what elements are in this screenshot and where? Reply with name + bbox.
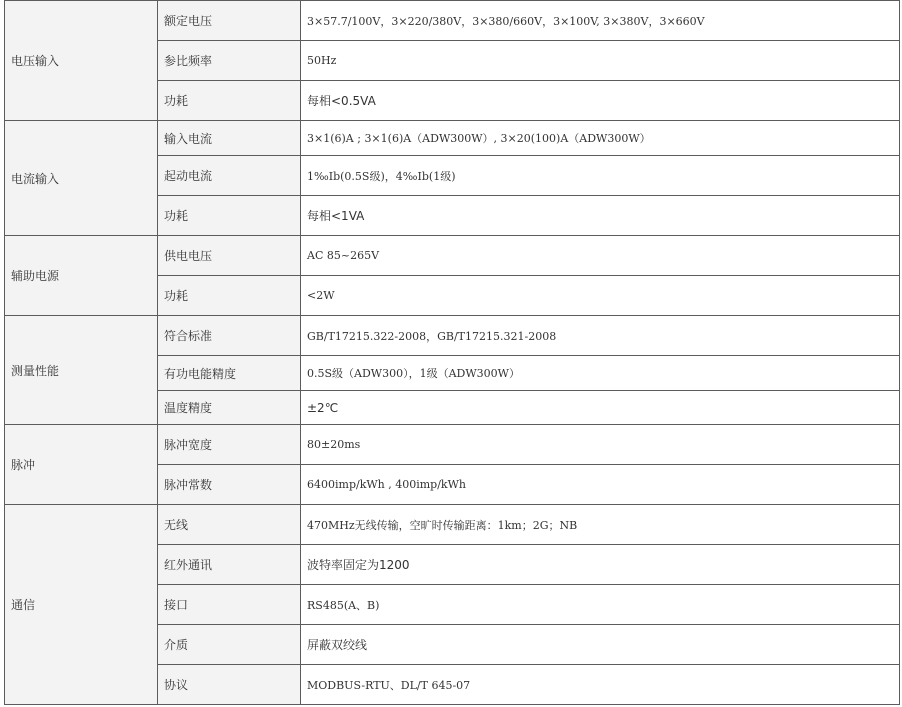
table-row — [5, 1, 900, 41]
param-cell: 脉冲宽度 — [158, 425, 301, 465]
value-cell: AC 85~265V — [301, 236, 900, 276]
value-cell: 470MHz无线传输，空旷时传输距离：1km；2G；NB — [301, 505, 900, 545]
param-cell: 功耗 — [158, 81, 301, 121]
value-cell: 50Hz — [301, 41, 900, 81]
param-cell: 介质 — [158, 625, 301, 665]
spec-table — [4, 0, 900, 705]
table-row — [5, 121, 900, 156]
value-cell: <2W — [301, 276, 900, 316]
value-cell: 0.5S级（ADW300），1级（ADW300W） — [301, 356, 900, 391]
param-cell: 额定电压 — [158, 1, 301, 41]
value-cell: 3×1(6)A ; 3×1(6)A（ADW300W）, 3×20(100)A（ADW300W） — [301, 121, 900, 156]
param-cell: 接口 — [158, 585, 301, 625]
category-cell: 测量性能 — [5, 316, 158, 425]
value-cell: 波特率固定为1200 — [301, 545, 900, 585]
category-cell: 电压输入 — [5, 1, 158, 121]
param-cell: 功耗 — [158, 276, 301, 316]
value-cell: 3×57.7/100V，3×220/380V，3×380/660V，3×100V, 3×380V，3×660V — [301, 1, 900, 41]
param-cell: 功耗 — [158, 196, 301, 236]
param-cell: 脉冲常数 — [158, 465, 301, 505]
param-cell: 参比频率 — [158, 41, 301, 81]
param-cell: 协议 — [158, 665, 301, 705]
param-cell: 起动电流 — [158, 156, 301, 196]
param-cell: 输入电流 — [158, 121, 301, 156]
value-cell: 屏蔽双绞线 — [301, 625, 900, 665]
value-cell: 每相<1VA — [301, 196, 900, 236]
table-row — [5, 425, 900, 465]
value-cell: ±2℃ — [301, 391, 900, 425]
value-cell: 1‰Ib(0.5S级)，4‰Ib(1级) — [301, 156, 900, 196]
category-cell: 电流输入 — [5, 121, 158, 236]
value-cell: 80±20ms — [301, 425, 900, 465]
value-cell: RS485(A、B) — [301, 585, 900, 625]
table-row — [5, 236, 900, 276]
param-cell: 红外通讯 — [158, 545, 301, 585]
category-cell: 通信 — [5, 505, 158, 705]
category-cell: 辅助电源 — [5, 236, 158, 316]
category-cell: 脉冲 — [5, 425, 158, 505]
param-cell: 无线 — [158, 505, 301, 545]
param-cell: 温度精度 — [158, 391, 301, 425]
table-row — [5, 316, 900, 356]
value-cell: 每相<0.5VA — [301, 81, 900, 121]
value-cell: GB/T17215.322-2008，GB/T17215.321-2008 — [301, 316, 900, 356]
table-row — [5, 505, 900, 545]
param-cell: 有功电能精度 — [158, 356, 301, 391]
param-cell: 供电电压 — [158, 236, 301, 276]
value-cell: MODBUS-RTU、DL/T 645-07 — [301, 665, 900, 705]
param-cell: 符合标准 — [158, 316, 301, 356]
value-cell: 6400imp/kWh , 400imp/kWh — [301, 465, 900, 505]
